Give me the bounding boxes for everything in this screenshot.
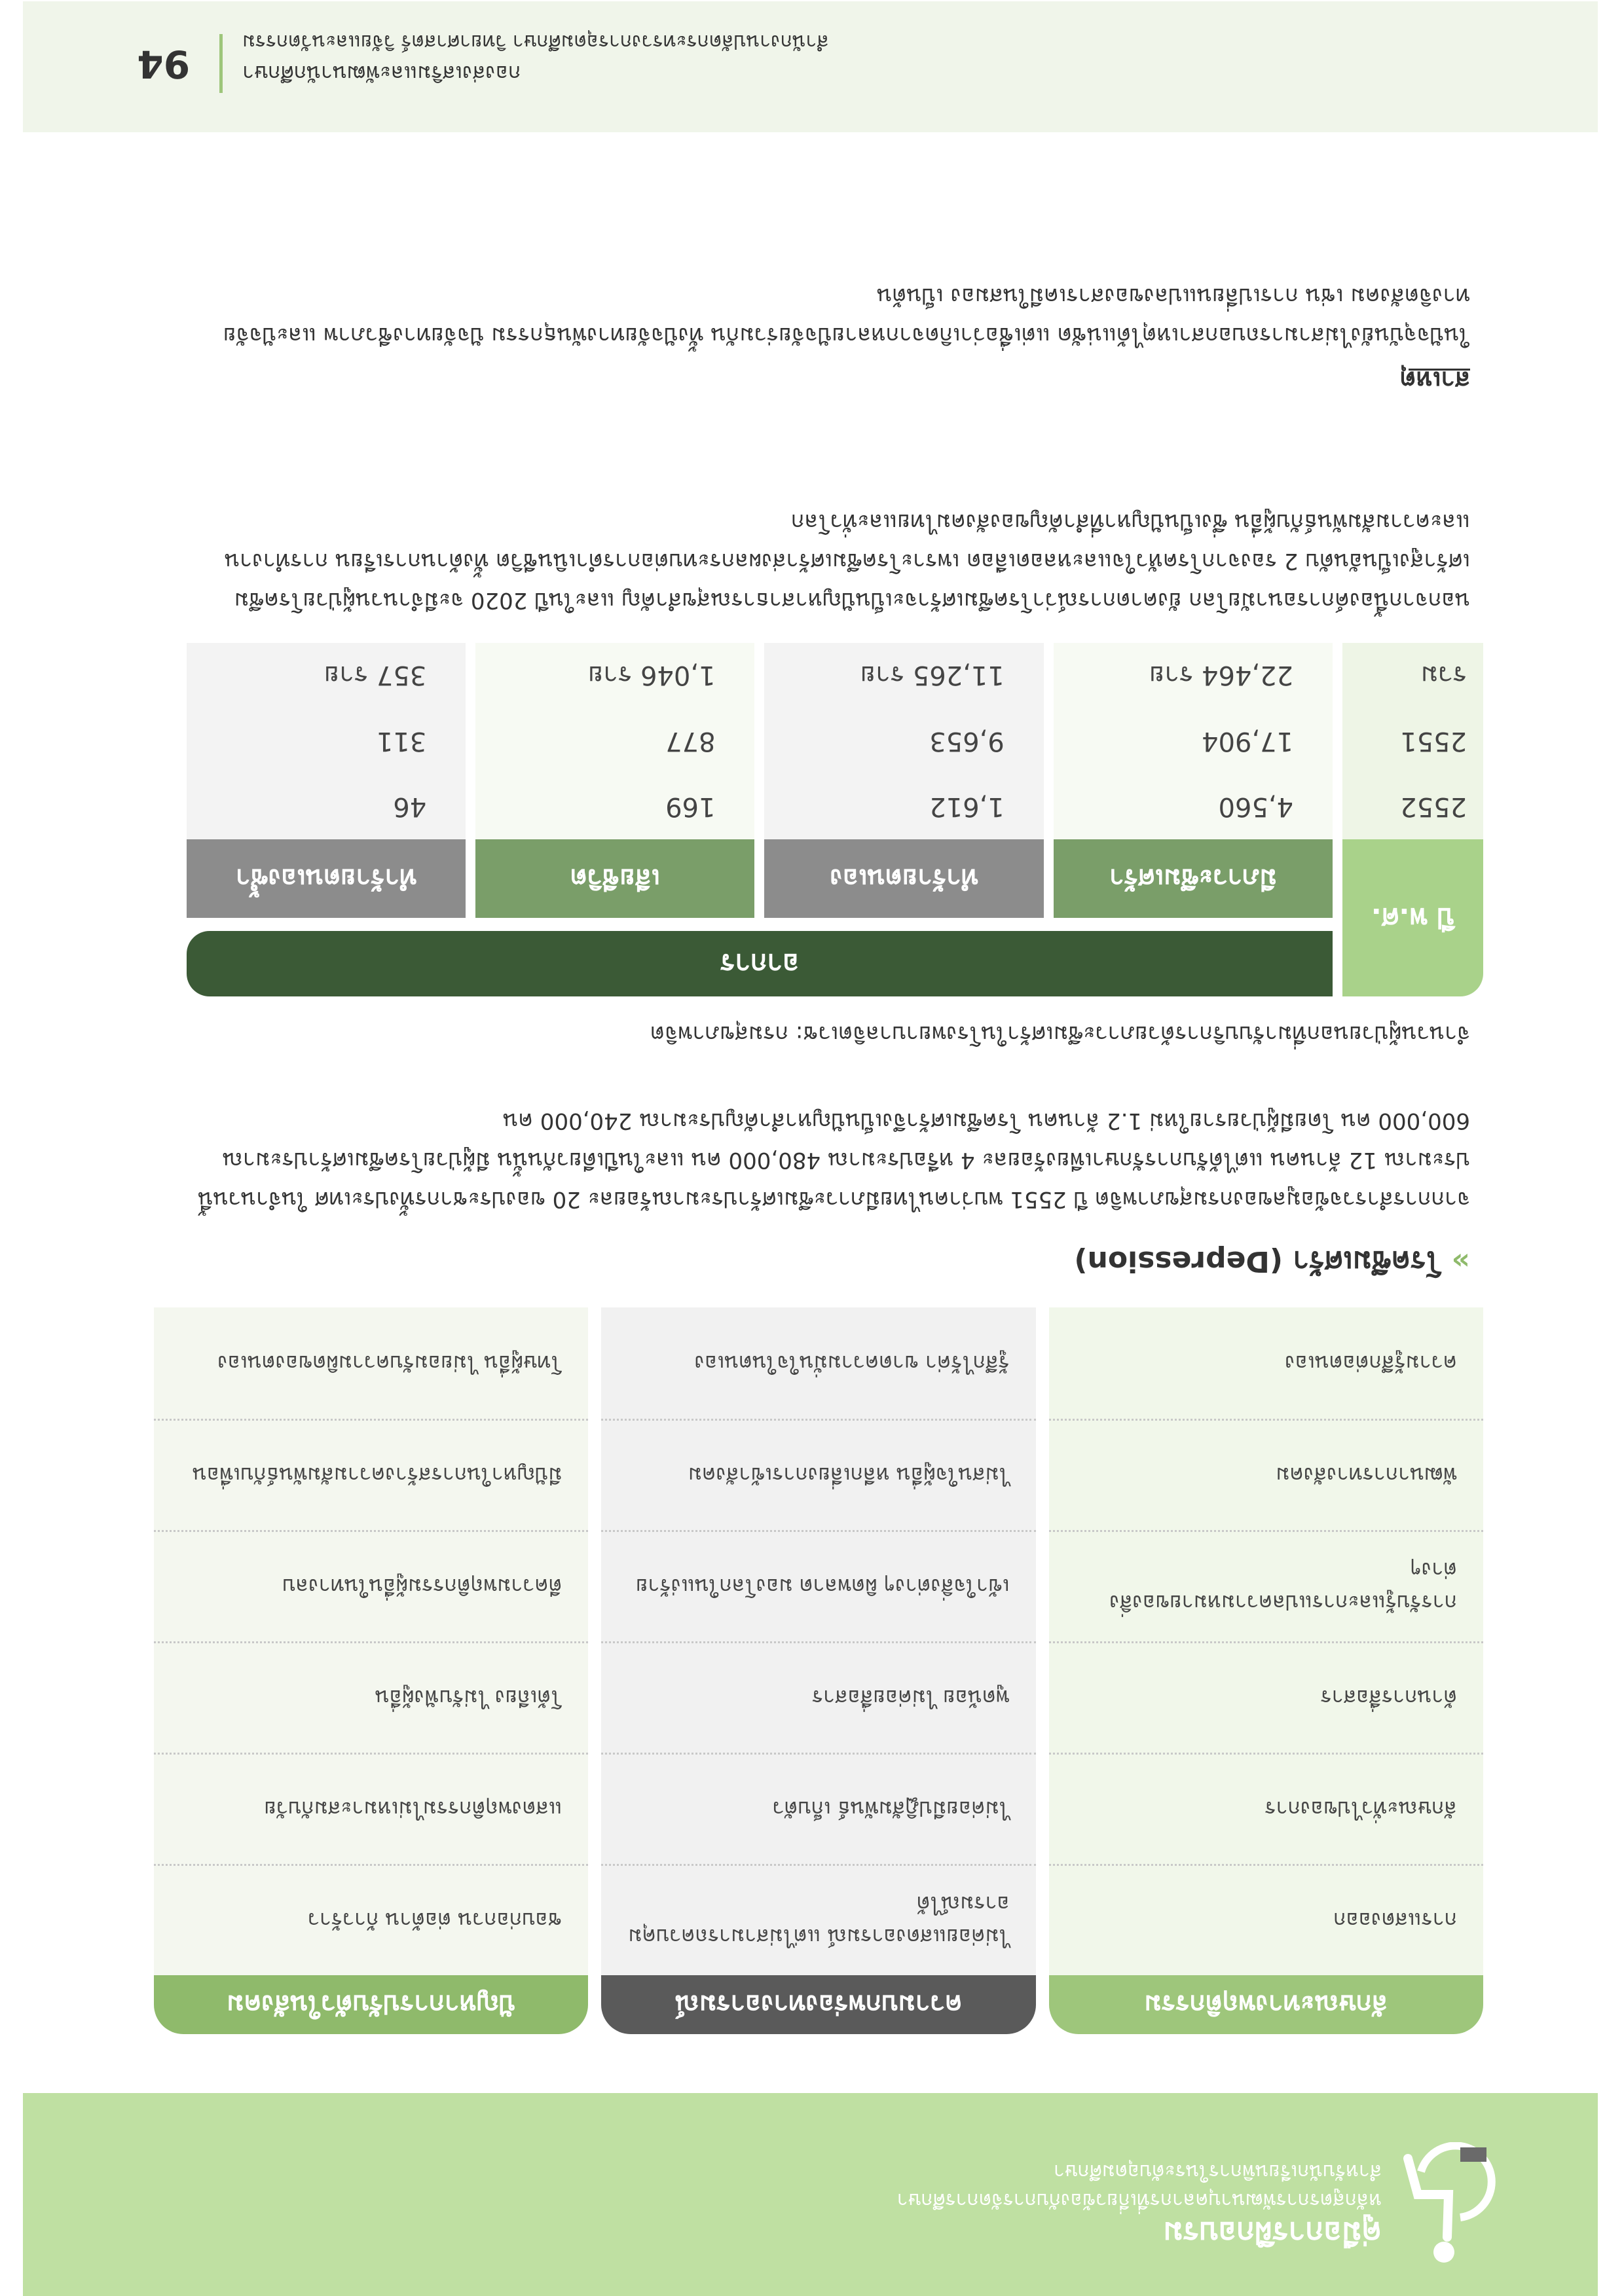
statistics-table — [187, 643, 1483, 996]
table-cell: ไม่สนใจผู้อื่น หลีกเลี่ยงการเข้าสังคม — [601, 1419, 1035, 1530]
table-row — [187, 708, 1483, 774]
wheelchair-icon — [1392, 2142, 1500, 2267]
row-value: 4,560 — [1054, 774, 1333, 839]
row-value: 17,904 — [1054, 708, 1333, 774]
table-cell: ลักษณะทั่วไปของการ — [1049, 1753, 1483, 1864]
footer — [23, 1, 1598, 132]
year-header: ปี พ.ศ. — [1342, 839, 1483, 996]
header-band — [23, 2093, 1598, 2296]
row-value: 311 — [187, 708, 466, 774]
table-cell: การรับรู้และการแปลความหมายของสิ่งต่างๆ — [1049, 1530, 1483, 1641]
comparison-header-emotional: ความบกพร่องทางอารมณ์ — [601, 1975, 1035, 2034]
footer-divider — [219, 34, 223, 93]
table-cell: พัฒนาการทางสังคม — [1049, 1419, 1483, 1530]
row-value: 357 ราย — [187, 643, 466, 708]
handbook-subtitle: หลักสูตรการพัฒนาบุคลากรที่เกี่ยวข้องกับการจัดการศึกษา สำหรับนักเรียนพิการในระดับอุดมศึกษา — [896, 2160, 1382, 2212]
who-paragraph: นอกจากนี้องค์การอนามัยโลก ยังคาดการณ์ว่าโรคซึมเศร้าจะเป็นปัญหาสาธารณสุขสำคัญ และในปี 2020 จะมีจำนวนผู้ป่วยโรคซึมเศร้าสูงเป็นอันดับ 2 รองจากโรคหัวใจและหลอดเลือด เพราะโรคซึมเศร้าส่งผลกระทบต่อการดำเนินชีวิต ทั้งด้านการเรียน การทำงาน และความสัมพันธ์กับผู้อื่น ซึ่งเป็นปัญหาที่สำคัญของสังคมไทยและทั่วโลก — [224, 509, 1470, 613]
row-value: 9,653 — [765, 708, 1044, 774]
table-cell: ไม่ค่อยแสดงอารมณ์ แต่ไม่สามารถควบคุมอารมณ์ได้ — [601, 1864, 1035, 1975]
sub-header-self-harm: ทำร้ายตนเอง — [765, 839, 1044, 918]
table-cell: ความรู้สึกต่อตนเอง — [1285, 1351, 1457, 1376]
comparison-column-social — [154, 1307, 588, 1975]
chevron-right-icon: » — [1451, 1245, 1470, 1278]
sub-header-depressed: มีภาวะซึมเศร้า — [1054, 839, 1333, 918]
row-value: 877 — [475, 708, 754, 774]
table-row — [187, 774, 1483, 839]
handbook-title: คู่มือการฝึกอบรม — [1163, 2215, 1382, 2251]
table-cell: พูดน้อย ไม่ค่อยสื่อสาร — [601, 1641, 1035, 1753]
row-year: รวม — [1342, 643, 1483, 708]
table-cell: ตีความพฤติกรรมผู้อื่นในทางลบ — [154, 1530, 588, 1641]
intro-paragraph: จากการสำรวจข้อมูลของกรมสุขภาพจิต ปี 2551 พบว่าคนไทยมีภาวะซึมเศร้าประมาณร้อยละ 20 ของประชากรทั้งประเทศ ในจำนวนนี้ประมาณ 12 ล้านคน แต่ได้รับการรักษาเพียงร้อยละ 4 หรือประมาณ 480,000 คน และในปีเดียวกันนั้น มีผู้ป่วยโรคซึมเศร้าประมาณ 600,000 คน โดยมีผู้ป่วยรายใหม่ 1.2 ล้านคน โรคซึมเศร้าจึงเป็นปัญหาสำคัญประมาณ 240,000 คน — [198, 1108, 1470, 1212]
row-year: 2551 — [1342, 708, 1483, 774]
sub-header-repeat-self-harm: ทำร้ายตนเองซ้ำ — [187, 839, 466, 918]
table-cell: เข้าใจสิ่งต่างๆ ผิดพลาด มองโลกในแง่ร้าย — [601, 1530, 1035, 1641]
comparison-table — [154, 1307, 1483, 2034]
comparison-column-emotional — [601, 1307, 1035, 1975]
row-value: 22,464 ราย — [1054, 643, 1333, 708]
symptom-group-header: อาการ — [187, 931, 1333, 996]
page-number: 94 — [137, 42, 190, 86]
row-value: 11,265 ราย — [765, 643, 1044, 708]
comparison-header-social: ปัญหาการปรับตัวในสังคม — [154, 1975, 588, 2034]
table-cell: รู้สึกไร้ค่า ขาดความมั่นใจในตนเอง — [694, 1351, 1010, 1376]
table-cell: ไม่ค่อยมีปฏิสัมพันธ์ เก็บตัว — [601, 1753, 1035, 1864]
row-year: 2552 — [1342, 774, 1483, 839]
comparison-column-behavior — [1049, 1307, 1483, 1975]
sub-header-died: เสียชีวิต — [475, 839, 754, 918]
row-value: 169 — [475, 774, 754, 839]
table-caption: จำนวนผู้ป่วยนอกที่มารับบริการด้วยภาวะซึมเศร้าในโรงพยาบาลจิตเวช: กรมสุขภาพจิต — [650, 1021, 1470, 1047]
table-cell: ด้านการสื่อสาร — [1049, 1641, 1483, 1753]
table-cell: ชอบก่อกวน ต่อต้าน ก้าวร้าว — [154, 1864, 588, 1975]
row-value: 1,612 — [765, 774, 1044, 839]
row-value: 1,046 ราย — [475, 643, 754, 708]
comparison-header-behavior: ลักษณะทางพฤติกรรม — [1049, 1975, 1483, 2034]
table-cell: การแสดงออก — [1049, 1864, 1483, 1975]
footer-org: กองส่งเสริมและพัฒนานักศึกษา — [242, 61, 521, 86]
table-cell: มีปัญหาในการสร้างความสัมพันธ์กับเพื่อน — [154, 1419, 588, 1530]
table-cell: โต้เถียง ไม่รับฟังผู้อื่น — [154, 1641, 588, 1753]
cause-paragraph: ในปัจจุบันยังไม่สามารถบอกสาเหตุได้แน่ชัด แต่เชื่อว่าเกิดจากหลายปัจจัยร่วมกัน ทั้งปัจจัยทางพันธุกรรม ปัจจัยทางชีวภาพ และปัจจัยทางจิตสังคม เช่น การเปลี่ยนแปลงของสารเคมีในสมอง เป็นต้น — [223, 283, 1470, 348]
section-title: » โรคซึมเศร้า (Depression) — [1074, 1245, 1470, 1278]
table-row-total — [187, 643, 1483, 708]
table-cell: โทษผู้อื่น ไม่ยอมรับความผิดของตนเอง — [217, 1351, 563, 1376]
row-value: 46 — [187, 774, 466, 839]
cause-heading: สาเหตุ — [1399, 366, 1470, 395]
footer-ministry: สำนักงานปลัดกระทรวงการอุดมศึกษา วิทยาศาสตร์ วิจัยและนวัตกรรม — [242, 30, 829, 53]
table-cell: แสดงพฤติกรรมไม่เหมาะสมกับวัย — [154, 1753, 588, 1864]
